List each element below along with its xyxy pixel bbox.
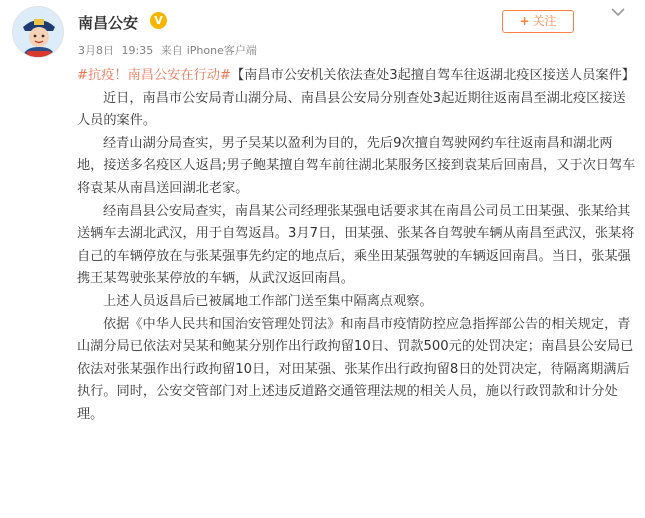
post-headline: 【南昌市公安机关依法查处3起擅自驾车往返湖北疫区接送人员案件】: [230, 68, 635, 83]
plus-icon: +: [519, 14, 530, 28]
post-paragraph: 经南昌县公安局查实，南昌某公司经理张某强电话要求其在南昌公司员工田某强、张某给其送辆车去湖北武汉，用于自驾返昌。3月7日，田某强、张某各自驾驶车辆从南昌至武汉，张某将自己的车辆停放在与张某强事先约定的地点后，乘坐田某强驾驶的车辆返回南昌。当日，张某强携王某驾驶张某停放的车辆，从武汉返回南昌。: [77, 203, 635, 287]
account-name[interactable]: 南昌公安: [78, 14, 139, 32]
post-paragraph: 近日，南昌市公安局青山湖分局、南昌县公安局分别查处3起近期往返南昌至湖北疫区接送人员的案件。: [77, 90, 626, 129]
post-paragraph: 依据《中华人民共和国治安管理处罚法》和南昌市疫情防控应急指挥部公告的相关规定，青山湖分局已依法对吴某和鲍某分别作出行政拘留10日、罚款500元的处罚决定；南昌县公安局已依法对张某强作出行政拘留10日，对田某强、张某作出行政拘留8日的处罚决定，待隔离期满后执行。同时，公安交管部门对上述违反道路交通管理法规的相关人员，施以行政罚款和计分处理。: [77, 316, 634, 422]
topic-link[interactable]: #抗疫！南昌公安在行动#: [77, 68, 231, 83]
post-time[interactable]: 19:35: [121, 44, 154, 57]
police-mascot-icon: [13, 7, 64, 58]
post-paragraph: 经青山湖分局查实，男子吴某以盈利为目的，先后9次擅自驾驶网约车往返南昌和湖北两地，接送多名疫区人返昌;男子鲍某擅自驾车前往湖北某服务区接到袁某后回南昌，又于次日驾车将袁某从南昌送回湖北老家。: [77, 135, 636, 196]
post-header: [0, 0, 645, 64]
source-prefix: 来自: [160, 44, 183, 57]
verified-badge-icon: V: [150, 12, 167, 29]
post-meta: [78, 42, 261, 58]
post-date[interactable]: 3月8日: [78, 44, 114, 57]
post-headline-line: [77, 65, 637, 88]
avatar[interactable]: [12, 6, 64, 58]
chevron-down-icon[interactable]: [606, 8, 630, 22]
post-body: [77, 65, 637, 427]
post-paragraph: 上述人员返昌后已被属地工作部门送至集中隔离点观察。: [103, 293, 433, 309]
post-source[interactable]: iPhone客户端: [186, 44, 257, 57]
follow-label: 关注: [532, 14, 557, 28]
follow-button[interactable]: [502, 10, 574, 33]
